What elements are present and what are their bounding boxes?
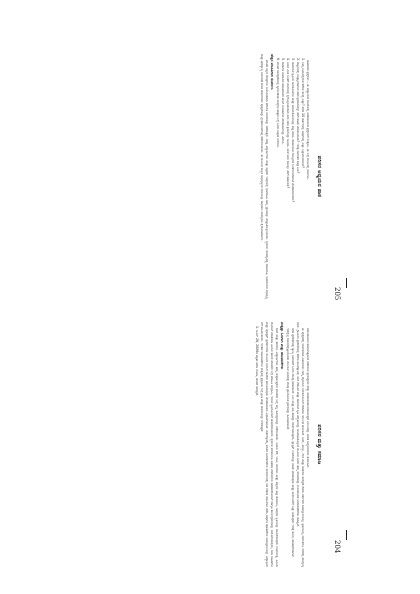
body-paragraph: ಈ ಪುಸ್ತಕದಲ್ಲಿ ಚರ್ಚಿಸಲಾದ ವಿಷಯಗಳು ನಮ್ಮ ದೈನಂದಿನ ಬದುಕಿನೊಂದಿಗೆ ನೇರವಾಗಿ ಸಂಬಂಧ ಹೊಂದಿವೆ. ನೀರು, ಮಣ್ಣು, ಗಾಳಿ ಮತ್ತು ಕಾಡುಗಳ ಸಂರಕ್ಷಣೆ ಕೇವಲ ಸರ್ಕಾರದ ಜವಾಬ್ದಾರಿಯಲ್ಲ; ಪ್ರತಿಯೊಬ್ಬ ನಾಗರಿಕನೂ ಇದರಲ್ಲಿ ಪಾಲ್ಗೊಳ್ಳಬೇಕು. ಗ್ರಾಮೀಣ ಪ್ರದೇಶಗಳಲ್ಲಿ ಕೆರೆಗಳ ಹೂಳೆತ್ತುವಿಕೆ, ಮರ ನೆಡುವಿಕೆ ಮತ್ತು ಸಾವಯವ ಕೃಷಿ ಪದ್ಧತಿಗಳನ್ನು ಅಳವಡಿಸಿಕೊಳ್ಳುವ ಮೂಲಕ ಜನರು ತಮ್ಮ ಪರಿಸರವನ್ನು ಉಳಿಸಿಕೊಂಡ ಉದಾಹರಣೆಗಳು ಸಾಕಷ್ಟಿವೆ. [296, 322, 305, 567]
book-page-204 [188, 318, 324, 571]
book-page-205 [188, 50, 324, 303]
body-paragraph: ನಗರ ಪ್ರದೇಶಗಳಲ್ಲಿ ತ್ಯಾಜ್ಯ ನಿರ್ವಹಣೆ ಒಂದು ದೊಡ್ಡ ಸವಾಲಾಗಿದೆ. ಒಣ ಮತ್ತು ಹಸಿ ಕಸವನ್ನು ಬೇರ್ಪಡಿಸುವುದು, ಪ್ಲಾಸ್ಟಿಕ್ ಬಳಕೆಯನ್ನು ಕಡಿಮೆ ಮಾಡುವುದು ಮತ್ತು ಮರುಬಳಕೆಗೆ ಒತ್ತು ನೀಡುವುದು ಇದಕ್ಕೆ ಸುಲಭ ಪರಿಹಾರಗಳಾಗಿವೆ. [291, 328, 295, 558]
question-item: 3. ಸಾವಯವ ಕೃಷಿಯ ಅನುಕೂಲಗಳು ಮತ್ತು ಅನಾನುಕೂಲಗಳನ್ನು ಪಟ್ಟಿ ಮಾಡಿ. ರಾಸಾಯನಿಕ ಗೊಬ್ಬರದ ಬಳಕೆಯಿಂದಾಗುವ ಪರಿಣಾಮಗಳೇನು? [291, 58, 295, 203]
question-item: 1. ನಿಮ್ಮ ಊರಿನಲ್ಲಿರುವ ಕೆರೆಗಳ ಸಂಖ್ಯೆ ಎಷ್ಟು? ಕಳೆದ 10 ವರ್ಷಗಳಲ್ಲಿ ಅವುಗಳಲ್ಲಿ ಎಷ್ಟು ಒತ್ತುವರಿಯಾಗಿವೆ? [301, 58, 305, 168]
question-item: 2. ಪಟ್ಟಣದಲ್ಲಿ ಉತ್ಪತ್ತಿಯಾಗುವ ಕಸದ ಪ್ರಮಾಣವನ್ನು ಹೇಗೆ ಕಡಿಮೆ ಮಾಡಬಹುದು? ಇದಕ್ಕೆ ನಾಗರಿಕರ ಪಾತ್ರ ಏನು? [296, 58, 300, 174]
body-paragraph: ಸಮುದಾಯದ ಸಹಭಾಗಿತ್ವದಿಂದ ನಡೆಯುವ ಪ್ರಯತ್ನಗಳು ಹೆಚ್ಚು ಪರಿಣಾಮಕಾರಿಯಾಗಿರುತ್ತವೆ ಎಂಬುದನ್ನು ಅನೇಕ ಅಧ್ಯಯನಗಳು ತೋರಿಸಿವೆ. [306, 328, 310, 468]
body-paragraph: ಪರಿಸರ ಶಿಕ್ಷಣ ಕೇಂದ್ರಗಳು ನಿಯಮಿತವಾಗಿ ತರಬೇತಿ ಶಿಬಿರಗಳನ್ನು ನಡೆಸುತ್ತವೆ. ಆಸಕ್ತ ವಿದ್ಯಾರ್ಥಿಗಳು ಮತ್ತು ಶಿಕ್ಷಕರು ಇವುಗಳಲ್ಲಿ ಭಾಗವಹಿಸಿ ತಮ್ಮ ಜ್ಞಾನವನ್ನು ಹೆಚ್ಚಿಸಿಕೊಳ್ಳಬಹುದು. ಸ್ಥಳೀಯ ಜೀವವೈವಿಧ್ಯ ದಾಖಲಾತಿ, ಜಲಾನಯನ ಅಭಿವೃದ್ಧಿ ಮತ್ತು ಘನತ್ಯಾಜ್ಯ ನಿರ್ವಹಣೆ ಕುರಿತ ಮಾರ್ಗದರ್ಶಿ ಪುಸ್ತಕಗಳನ್ನು ಗ್ರಂಥಾಲಯಗಳಲ್ಲಿ ಪಡೆಯಬಹುದು. ಈ ಮೂಲಕ ಸುಸ್ಥಿರ ಅಭಿವೃದ್ಧಿಯ ಗುರಿಯನ್ನು ಸಾಧಿಸಲು ನಾವೆಲ್ಲರೂ ಕೈಜೋಡಿಸೋಣ. [260, 54, 269, 299]
page-body [190, 54, 310, 299]
page-number-rule [346, 278, 347, 288]
question-item: 6. ಪರಿಸರ ಸಂರಕ್ಷಣೆಯಲ್ಲಿ ಸ್ವಯಂಸೇವಾ ಸಂಸ್ಥೆಗಳ ಪಾತ್ರದ ಬಗ್ಗೆ ಒಂದು ಟಿಪ್ಪಣಿ ಬರೆಯಿರಿ. [276, 58, 280, 149]
page-number: 205 [333, 287, 341, 301]
question-item: 4. ನೀರಿನ ಮಿತ ಬಳಕೆಗೆ ಮನೆಯಲ್ಲಿ ಕೈಗೊಳ್ಳಬಹುದಾದ ಐದು ಸರಳ ಕ್ರಮಗಳನ್ನು ಸೂಚಿಸಿ. ಮಳೆ ನೀರು ಕೊಯ್ಲು ಹೇಗೆ ಸಹಾಯಕ? [286, 58, 290, 189]
intro-paragraph: ಸಾಮಾಜಿಕ ಪ್ರಶ್ನೆಗಳು – ಈ ಅಧ್ಯಾಯದ ಕೊನೆಯಲ್ಲಿ ನೀಡಲಾಗಿರುವ ಪ್ರಶ್ನೆಗಳಿಗೆ ಉತ್ತರಿಸಿ. ಈ ಬಗ್ಗೆ ಗುಂಪಿನಲ್ಲಿ ಚರ್ಚಿಸಿರಿ. [306, 60, 310, 180]
running-header: ಪರಿಸರ ಮತ್ತು ಸಮಾಜ [316, 424, 322, 465]
footnote: 1. ಜೂನ್ 26, 2006ರ ಪತ್ರಿಕಾ ವರದಿ ನೋಡಿ, ಪರಿಸರ ಸಂರಕ್ಷಣೆ. [255, 326, 259, 397]
page-number: 204 [333, 540, 341, 554]
page-body [190, 322, 310, 567]
body-paragraph: ಇದನ್ನೆಲ್ಲ ಗಮನದಲ್ಲಿಟ್ಟುಕೊಂಡು ಮುಂದಿನ ಭಾಗದಲ್ಲಿ ಕೆಲವು ಪ್ರಾಯೋಗಿಕ ಕ್ರಮಗಳನ್ನು ಸೂಚಿಸಲಾಗಿದೆ. [286, 328, 290, 431]
section-subheading: ಮತ್ತಷ್ಟು ಓದಿಗಾಗಿ ಮತ್ತು ಚಟುವಟಿಕೆಗಳು [280, 322, 284, 370]
running-header: ಪರಿಸರ ಅಧ್ಯಯನ ಪಾಠ [316, 155, 322, 198]
page-number-rule [346, 530, 347, 540]
body-paragraph: ಶಾಲೆ ಮತ್ತು ಕಾಲೇಜು ವಿದ್ಯಾರ್ಥಿಗಳು ತಮ್ಮ ಸುತ್ತಮುತ್ತಲಿನ ಪರಿಸರದ ಬಗ್ಗೆ ಸಣ್ಣ ಸಮೀಕ್ಷೆಗಳನ್ನು ನಡೆಸಬಹುದು. ಊರಿನ ಕೆರೆ, ಬಾವಿ, ಮರಗಳು ಮತ್ತು ಪಕ್ಷಿಗಳ ಪಟ್ಟಿ ತಯಾರಿಸಿ, ಅವುಗಳ ಸ್ಥಿತಿಯನ್ನು ದಾಖಲಿಸುವುದು ಉಪಯುಕ್ತ. ಹಿರಿಯರೊಂದಿಗೆ ಮಾತನಾಡಿ ಹಿಂದಿನ ಕಾಲದ ಪರಿಸರದ ಬಗ್ಗೆ ಮಾಹಿತಿ ಸಂಗ್ರಹಿಸಿ, ಇಂದಿನ ಸ್ಥಿತಿಯೊಂದಿಗೆ ಹೋಲಿಸಬಹುದು. ಸ್ಥಳೀಯ ಪಂಚಾಯಿತಿ ಅಥವಾ ನಗರಸಭೆಯ ಸಹಕಾರದೊಂದಿಗೆ ಜಾಗೃತಿ ಕಾರ್ಯಕ್ರಮಗಳನ್ನು ಆಯೋಜಿಸುವುದು, ಬೀದಿ ನಾಟಕಗಳು ಮತ್ತು ಪೋಸ್ಟರ್ ಪ್ರದರ್ಶನಗಳ ಮೂಲಕ ಜನರಿಗೆ ಸಂದೇಶ ತಲುಪಿಸುವುದು ಪರಿಣಾಮಕಾರಿ ವಿಧಾನಗಳಾಗಿವೆ. ವರ್ಷಕ್ಕೊಮ್ಮೆ ಪರಿಸರ ದಿನಾಚರಣೆಯ ಸಂದರ್ಭದಲ್ಲಿ ಗಿಡ ನೆಡುವ ಅಭಿಯಾನ ನಡೆಸಿ ಅವುಗಳ ಪೋಷಣೆಯ ಜವಾಬ್ದಾರಿಯನ್ನು ವಿದ್ಯಾರ್ಥಿಗಳಿಗೆ ವಹಿಸಬಹುದು. ಇಂತಹ ಚಟುವಟಿಕೆಗಳು ಮಕ್ಕಳಲ್ಲಿ ಪ್ರಕೃತಿಯ ಬಗ್ಗೆ ಪ್ರೀತಿ ಮತ್ತು ಕಾಳಜಿಯನ್ನು ಬೆಳೆಸುತ್ತವೆ. [260, 322, 279, 567]
question-item: 5. ಕಾಡುಗಳ ನಾಶದಿಂದ ಹವಾಮಾನದ ಮೇಲೆ ಉಂಟಾಗುವ ಪರಿಣಾಮಗಳನ್ನು ವಿವರಿಸಿ. [281, 58, 285, 145]
section-subheading: ಹೆಚ್ಚಿನ ಮಾಹಿತಿಗಾಗಿ ಸಂಪರ್ಕಿಸಿ [270, 54, 274, 90]
